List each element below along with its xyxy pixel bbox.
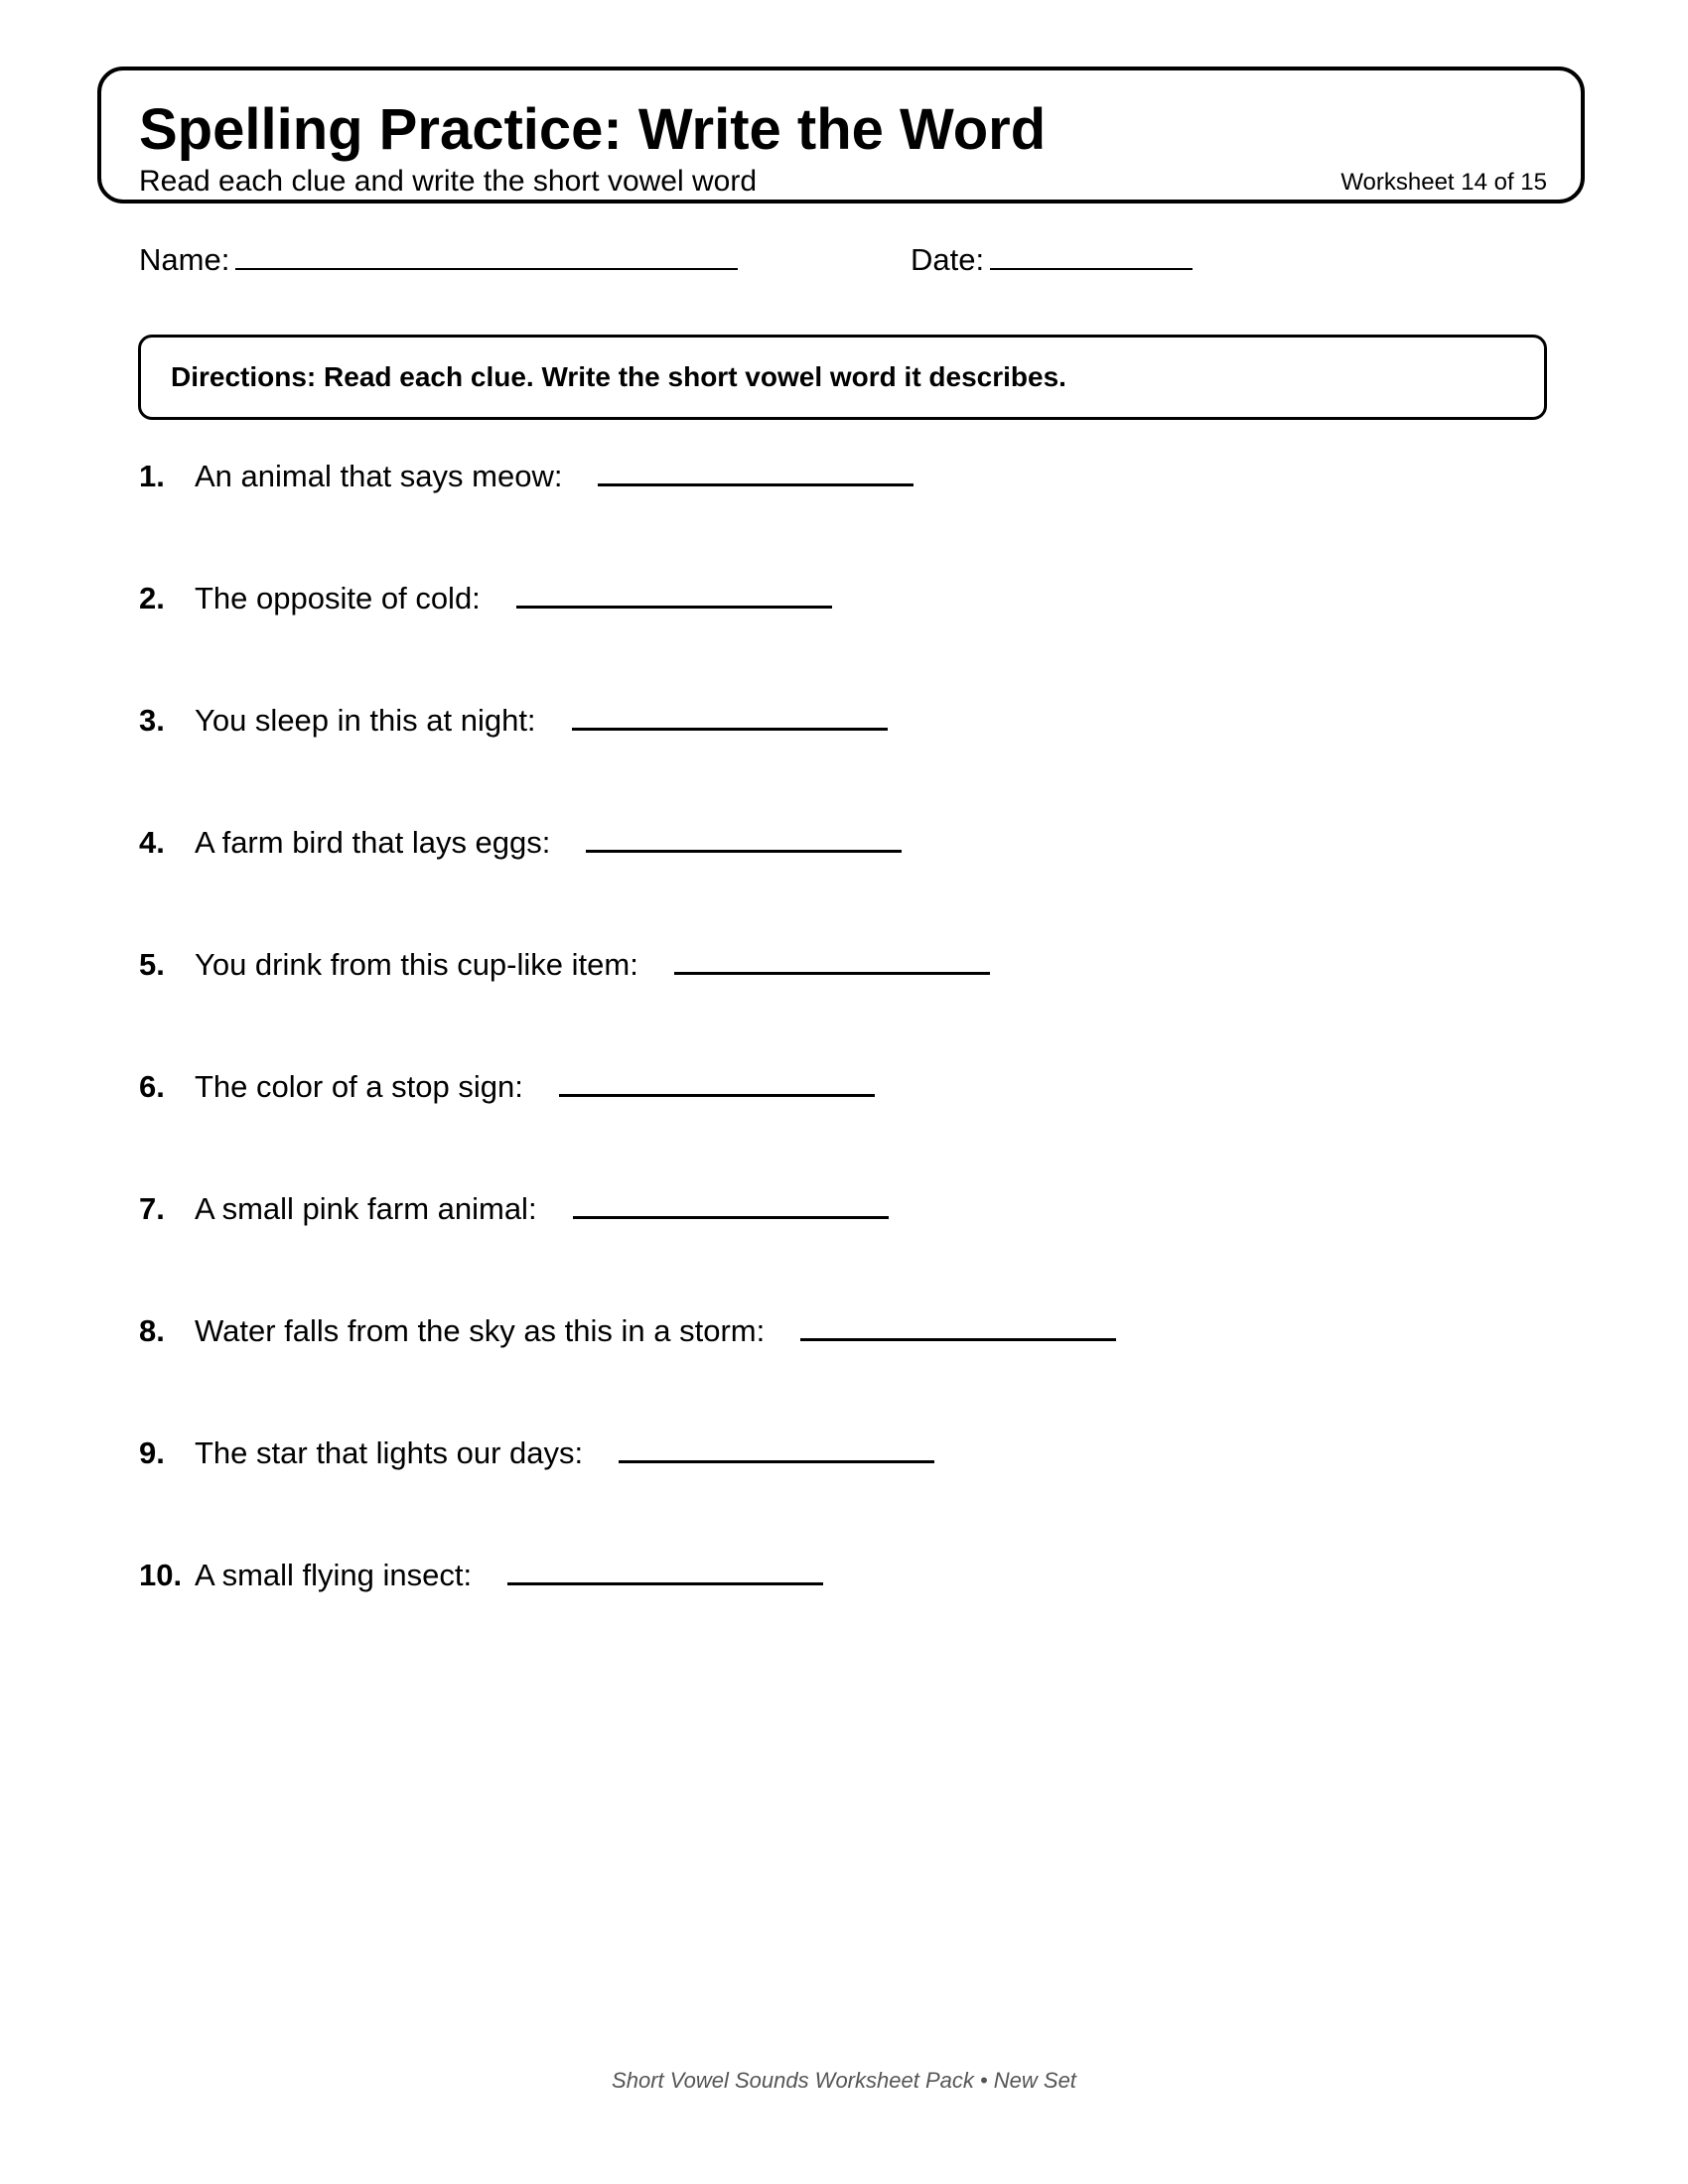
question-clue: The opposite of cold: [195,581,481,615]
name-label: Name: [139,242,230,277]
question-clue: A farm bird that lays eggs: [195,825,551,860]
question-item [139,1554,823,1597]
question-item [139,1187,889,1231]
answer-blank[interactable] [507,1555,823,1585]
question-item [139,943,990,987]
question-clue: The star that lights our days: [195,1435,584,1470]
answer-blank[interactable] [586,822,902,853]
question-clue: You sleep in this at night: [195,703,536,738]
question-item [139,455,914,498]
answer-blank[interactable] [573,1188,889,1219]
question-item [139,699,888,743]
question-clue: A small flying insect: [195,1558,473,1592]
question-number: 4. [139,825,165,860]
question-number: 3. [139,703,165,738]
answer-blank[interactable] [619,1433,934,1463]
question-item [139,1432,934,1475]
question-number: 2. [139,581,165,615]
question-clue: The color of a stop sign: [195,1069,523,1104]
question-number: 7. [139,1191,165,1226]
page-subtitle: Read each clue and write the short vowel word [139,165,758,198]
question-number: 6. [139,1069,165,1104]
question-clue: Water falls from the sky as this in a storm: [195,1313,766,1348]
directions-box [138,335,1547,420]
question-number: 10. [139,1558,183,1592]
answer-blank[interactable] [674,944,990,975]
answer-blank[interactable] [559,1066,875,1097]
worksheet-number: Worksheet 14 of 15 [1340,169,1547,196]
page-footer: Short Vowel Sounds Worksheet Pack • New Set [612,2068,1076,2093]
answer-blank[interactable] [598,456,914,486]
page-title: Spelling Practice: Write the Word [139,97,1047,162]
question-number: 8. [139,1313,165,1348]
name-blank-line[interactable] [235,238,738,270]
answer-blank[interactable] [800,1310,1116,1341]
question-item [139,1065,875,1109]
question-item [139,821,902,865]
directions-text: Directions: Read each clue. Write the short vowel word it describes. [171,361,1066,392]
answer-blank[interactable] [516,578,832,609]
question-clue: You drink from this cup-like item: [195,947,638,982]
question-number: 1. [139,459,165,493]
answer-blank[interactable] [572,700,888,731]
question-number: 9. [139,1435,165,1470]
question-clue: An animal that says meow: [195,459,563,493]
date-blank-line[interactable] [990,238,1193,270]
date-field [911,238,1193,279]
question-clue: A small pink farm animal: [195,1191,537,1226]
question-item [139,1309,1116,1353]
question-number: 5. [139,947,165,982]
question-item [139,577,832,620]
date-label: Date: [911,242,985,277]
name-field [139,238,738,279]
